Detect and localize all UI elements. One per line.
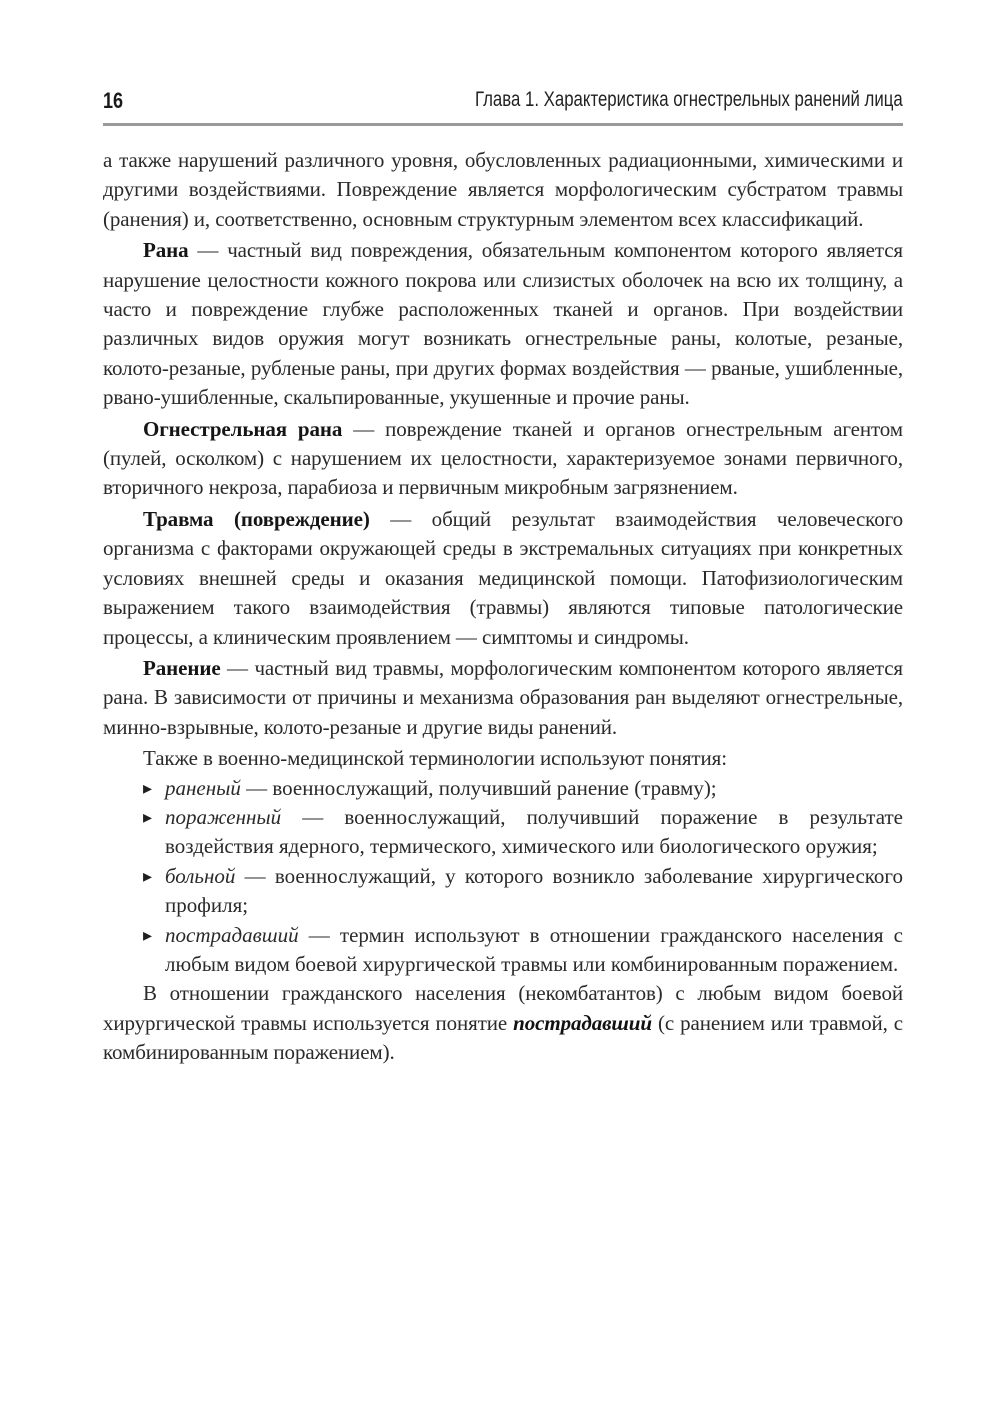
paragraph-wounding bbox=[103, 654, 903, 742]
paragraph-rana bbox=[103, 236, 903, 412]
list-item bbox=[143, 774, 903, 803]
page-number: 16 bbox=[103, 88, 124, 113]
definition-gunshot-wound: — повреждение тканей и органов огнестрельным агентом (пулей, осколком) с нарушением их целостности, характеризуемое зонами первичного, вторичного некроза, парабиоза и первичным микробным загрязнением. bbox=[103, 416, 903, 500]
list-definition: — военнослужащий, у которого возникло заболевание хирургического профиля; bbox=[165, 863, 903, 918]
definition-trauma: — общий результат взаимодействия человеческого организма с факторами окружающей среды в экстремальных ситуациях при конкретных условиях внешней среды и оказания медицинской помощи. Патофизиологическим выражением такого взаимодействия (травмы) являются типовые патологические процессы, а клиническим проявлением — симптомы и синдромы. bbox=[103, 506, 904, 649]
paragraph-civilians bbox=[103, 979, 903, 1067]
list-term: пострадавший bbox=[165, 922, 299, 947]
page-header bbox=[103, 84, 903, 124]
term-victim: пострадавший bbox=[513, 1010, 652, 1035]
list-definition: — военнослужащий, получивший поражение в результате воздействия ядерного, термического, химического или биологического оружия; bbox=[165, 804, 903, 859]
list-term: больной bbox=[165, 863, 236, 888]
list-term: раненый bbox=[165, 775, 241, 800]
terms-list bbox=[103, 774, 903, 980]
civilians-text-after: (с ранением или травмой, с комбинированным поражением). bbox=[103, 1010, 904, 1065]
list-definition: — военнослужащий, получивший ранение (травму); bbox=[240, 775, 717, 800]
body-text bbox=[103, 146, 903, 1068]
paragraph-list-intro: Также в военно-медицинской терминологии используют понятия: bbox=[143, 746, 727, 771]
list-item bbox=[143, 803, 903, 862]
paragraph-gunshot-wound bbox=[103, 415, 903, 503]
list-definition: — термин используют в отношении гражданского населения с любым видом боевой хирургической травмы или комбинированным поражением. bbox=[165, 922, 903, 976]
term-trauma: Травма (повреждение) bbox=[143, 506, 370, 531]
civilians-text-before: В отношении гражданского населения (некомбатантов) с любым видом боевой хирургической травмы используется понятие bbox=[103, 981, 903, 1035]
header-rule bbox=[103, 123, 903, 126]
term-gunshot-wound: Огнестрельная рана bbox=[143, 416, 343, 441]
list-item bbox=[143, 921, 903, 980]
term-wounding: Ранение bbox=[143, 655, 221, 680]
definition-wounding: — частный вид травмы, морфологическим компонентом которого является рана. В зависимости от причины и механизма образования ран выделяют огнестрельные, минно-взрывные, колото-резаные и другие виды ранений. bbox=[103, 655, 903, 739]
list-item bbox=[143, 862, 903, 921]
paragraph-trauma bbox=[103, 505, 903, 652]
running-head: Глава 1. Характеристика огнестрельных ранений лица bbox=[475, 88, 903, 111]
list-term: пораженный bbox=[165, 804, 282, 829]
term-rana: Рана bbox=[143, 238, 189, 263]
paragraph-continued: а также нарушений различного уровня, обусловленных радиационными, химическими и другими воздействиями. Повреждение является морфологическим субстратом травмы (ранения) и, соответственно, основным структурным элементом всех классификаций. bbox=[103, 148, 903, 231]
definition-rana: — частный вид повреждения, обязательным компонентом которого является нарушение целостности кожного покрова или слизистых оболочек на всю их толщину, а часто и повреждение глубже расположенных тканей и органов. При воздействии различных видов оружия могут возникать огнестрельные раны, колотые, резаные, колото-резаные, рубленые раны, при других формах воздействия — рваные, ушибленные, рвано-ушибленные, скальпированные, укушенные и прочие раны. bbox=[103, 238, 903, 410]
